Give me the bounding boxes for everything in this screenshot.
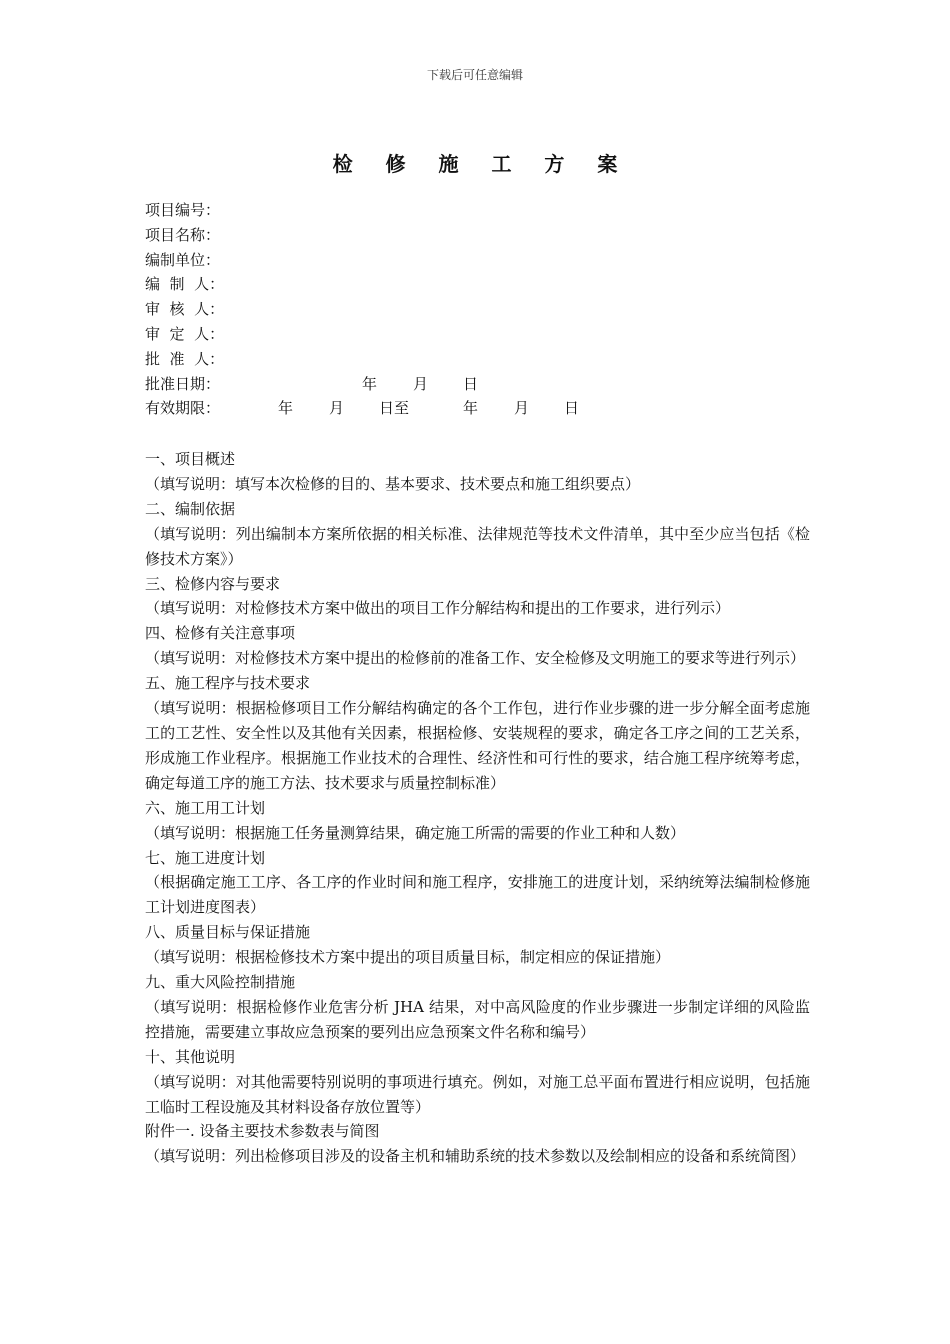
document-title: 检 修 施 工 方 案 <box>332 152 631 176</box>
field-compiler <box>145 272 825 297</box>
section-note: （填写说明：填写本次检修的目的、基本要求、技术要点和施工组织要点） <box>145 474 641 493</box>
section-heading: 五、施工程序与技术要求 <box>145 674 311 693</box>
date-year: 年 <box>278 399 294 418</box>
field-label: 编 制 人： <box>145 275 225 294</box>
date-year: 年 <box>463 399 479 418</box>
document-body <box>145 447 810 1169</box>
field-label: 项目编号： <box>145 201 221 219</box>
header-note: 下载后可任意编辑 <box>426 68 523 82</box>
section-note: （根据确定施工工序、各工序的作业时间和施工程序，安排施工的进度计划，采纳统筹法编制检修施工计划进度图表） <box>145 873 810 917</box>
field-approver <box>145 347 825 372</box>
field-approval-date <box>145 372 825 397</box>
field-label: 批准日期： <box>145 374 221 393</box>
section-heading: 一、项目概述 <box>145 450 236 468</box>
section-note: （填写说明：对检修技术方案中做出的项目工作分解结构和提出的工作要求，进行列示） <box>145 599 731 618</box>
section-note: （填写说明：列出编制本方案所依据的相关标准、法律规范等技术文件清单，其中至少应当包括《检修技术方案》） <box>145 524 810 568</box>
section-heading: 十、其他说明 <box>145 1047 236 1066</box>
date-day: 日 <box>463 374 479 393</box>
date-month: 月 <box>329 399 345 418</box>
field-project-name <box>145 223 825 248</box>
field-label: 编制单位： <box>145 250 221 269</box>
field-label: 有效期限： <box>145 399 221 418</box>
field-validity <box>145 396 825 421</box>
field-label: 审 核 人： <box>145 300 225 319</box>
section-heading: 六、施工用工计划 <box>145 798 266 817</box>
section-heading: 三、检修内容与要求 <box>145 574 281 593</box>
section-heading: 九、重大风险控制措施 <box>145 973 296 992</box>
section-note: （填写说明：列出检修项目涉及的设备主机和辅助系统的技术参数以及绘制相应的设备和系统简图） <box>145 1147 806 1166</box>
date-year: 年 <box>362 374 378 393</box>
field-project-no <box>145 198 825 223</box>
date-day: 日 <box>564 399 580 418</box>
section-note: （填写说明：根据施工任务量测算结果，确定施工所需的需要的作业工种和人数） <box>145 823 686 842</box>
date-month: 月 <box>413 374 429 393</box>
info-fields <box>145 198 825 421</box>
field-label: 项目名称： <box>145 225 221 244</box>
section-heading: 四、检修有关注意事项 <box>145 624 296 643</box>
section-note: （填写说明：根据检修技术方案中提出的项目质量目标，制定相应的保证措施） <box>145 948 671 967</box>
field-label: 审 定 人： <box>145 324 225 343</box>
field-compile-unit <box>145 248 825 273</box>
section-note: （填写说明：对其他需要特别说明的事项进行填充。例如，对施工总平面布置进行相应说明，包括施工临时工程设施及其材料设备存放位置等） <box>145 1072 810 1116</box>
section-note: （填写说明：根据检修项目工作分解结构确定的各个工作包，进行作业步骤的进一步分解全面考虑施工的工艺性、安全性以及其他有关因素，根据检修、安装规程的要求，确定各工序之间的工艺关系，形成施工作业程序。根据施工作业技术的合理性、经济性和可行性的要求，结合施工程序统筹考虑，确定每道工序的施工方法、技术要求与质量控制标准） <box>145 699 810 792</box>
date-month: 月 <box>514 399 530 418</box>
section-heading: 七、施工进度计划 <box>145 848 266 867</box>
field-approver-set <box>145 322 825 347</box>
date-day-to: 日至 <box>379 399 410 418</box>
section-note: （填写说明：根据检修作业危害分析 JHA 结果，对中高风险度的作业步骤进一步制定详细的风险监控措施，需要建立事故应急预案的要列出应急预案文件名称和编号） <box>145 997 810 1041</box>
field-label: 批 准 人： <box>145 349 225 368</box>
field-reviewer <box>145 297 825 322</box>
section-note: （填写说明：对检修技术方案中提出的检修前的准备工作、安全检修及文明施工的要求等进行列示） <box>145 649 806 668</box>
section-heading: 附件一. 设备主要技术参数表与简图 <box>145 1122 380 1141</box>
section-heading: 八、质量目标与保证措施 <box>145 923 311 942</box>
section-heading: 二、编制依据 <box>145 499 236 518</box>
